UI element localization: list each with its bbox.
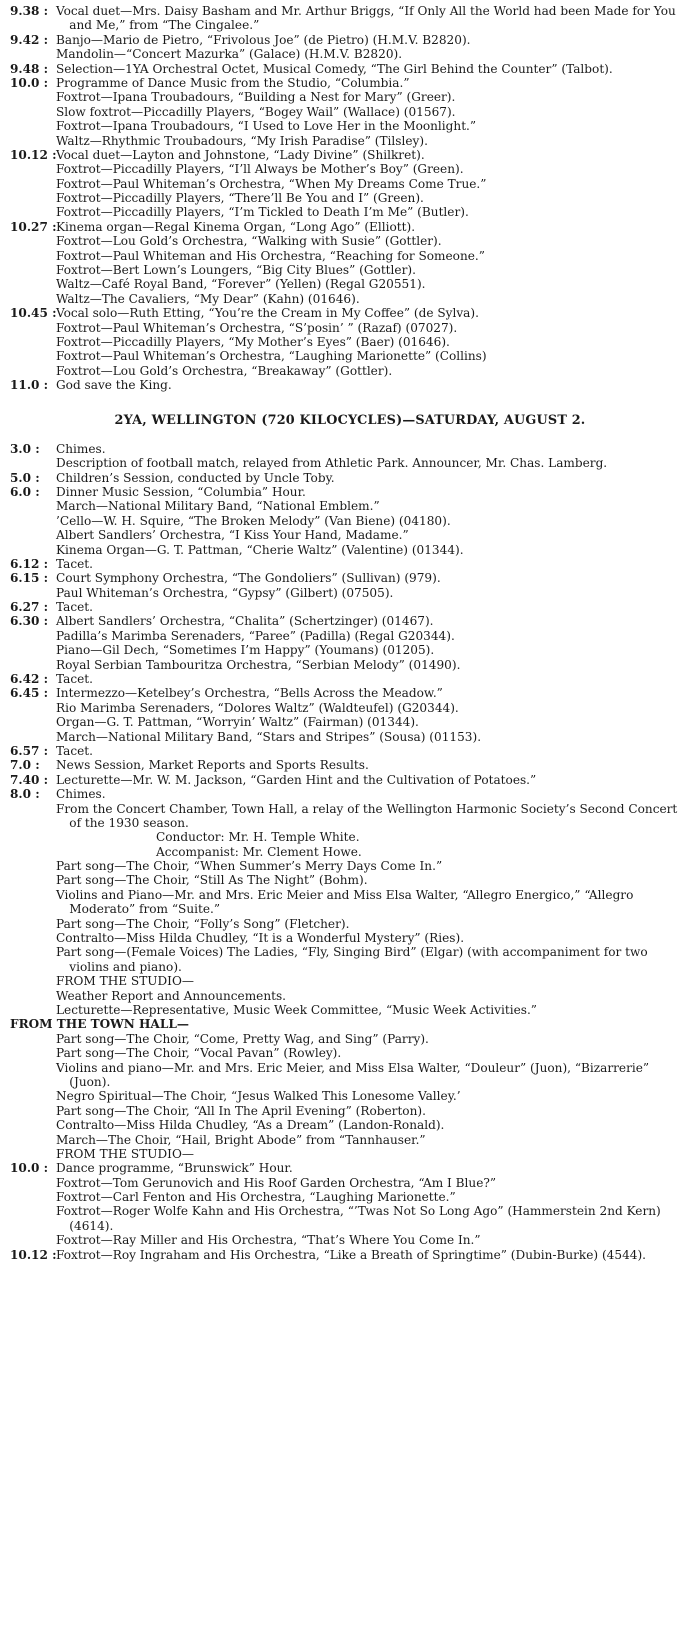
entry-line: Waltz—Rhythmic Troubadours, “My Irish Paradise” (Tilsley). bbox=[56, 133, 428, 148]
entry-line: Tacet. bbox=[56, 600, 93, 615]
entry-body bbox=[56, 600, 690, 614]
entry-body bbox=[56, 220, 690, 306]
entry-time: 7.40 : bbox=[10, 772, 49, 787]
programme-section-1zb bbox=[10, 4, 690, 393]
programme-entry bbox=[10, 600, 690, 614]
entry-time: 7.0 : bbox=[10, 758, 40, 773]
entry-line: Organ—G. T. Pattman, “Worryin’ Waltz” (Fairman) (01344). bbox=[56, 715, 419, 730]
entry-line: Foxtrot—Roger Wolfe Kahn and His Orchestra, “’Twas Not So Long Ago” (Hammerstein 2nd Kern) (4614). bbox=[56, 1204, 661, 1233]
entry-line: Chimes. bbox=[56, 787, 106, 802]
entry-body bbox=[56, 378, 690, 392]
entry-line: Foxtrot—Paul Whiteman’s Orchestra, “When My Dreams Come True.” bbox=[56, 176, 487, 191]
entry-line: Foxtrot—Tom Gerunovich and His Roof Garden Orchestra, “Am I Blue?” bbox=[56, 1175, 497, 1190]
entry-line: Waltz—The Cavaliers, “My Dear” (Kahn) (01646). bbox=[56, 291, 360, 306]
programme-entry bbox=[10, 787, 690, 830]
entry-body bbox=[56, 442, 690, 471]
entry-body bbox=[56, 306, 690, 378]
concert-block bbox=[56, 830, 690, 1017]
entry-line: Albert Sandlers’ Orchestra, “I Kiss Your Hand, Madame.” bbox=[56, 528, 409, 543]
accompanist-line: Accompanist: Mr. Clement Howe. bbox=[156, 844, 362, 859]
entry-time: 8.0 : bbox=[10, 787, 40, 802]
entry-line: Foxtrot—Ipana Troubadours, “Building a Nest for Mary” (Greer). bbox=[56, 90, 456, 105]
programme-entry bbox=[10, 306, 690, 378]
entry-body bbox=[56, 758, 690, 772]
entry-time: 10.0 : bbox=[10, 1161, 49, 1176]
entry-line: Piano—Gil Dech, “Sometimes I’m Happy” (Youmans) (01205). bbox=[56, 643, 435, 658]
entry-time: 9.38 : bbox=[10, 4, 49, 18]
programme-line: FROM THE STUDIO— bbox=[56, 974, 194, 989]
programme-line: Weather Report and Announcements. bbox=[56, 988, 287, 1003]
entry-line: Foxtrot—Carl Fenton and His Orchestra, “Laughing Marionette.” bbox=[56, 1190, 456, 1205]
programme-line: Contralto—Miss Hilda Chudley, “It is a Wonderful Mystery” (Ries). bbox=[56, 931, 465, 946]
entry-line: Tacet. bbox=[56, 556, 93, 571]
programme-line: Part song—The Choir, “All In The April Evening” (Roberton). bbox=[56, 1103, 426, 1118]
entry-body bbox=[56, 557, 690, 571]
entry-line: Foxtrot—Roy Ingraham and His Orchestra, “Like a Breath of Springtime” (Dubin-Burke) (4544). bbox=[56, 1247, 647, 1262]
entry-body bbox=[56, 1248, 690, 1262]
entry-line: Banjo—Mario de Pietro, “Frivolous Joe” (de Pietro) (H.M.V. B2820). bbox=[56, 32, 471, 47]
entry-time: 10.27 : bbox=[10, 219, 57, 234]
entry-time: 10.12 : bbox=[10, 1247, 57, 1262]
programme-entry bbox=[10, 744, 690, 758]
entry-time: 10.0 : bbox=[10, 75, 49, 90]
entry-line: Chimes. bbox=[56, 441, 106, 456]
entry-line: Description of football match, relayed from Athletic Park. Announcer, Mr. Chas. Lamberg. bbox=[56, 456, 608, 471]
entry-line: God save the King. bbox=[56, 378, 172, 393]
entry-line: Vocal solo—Ruth Etting, “You’re the Cream in My Coffee” (de Sylva). bbox=[56, 306, 479, 321]
entry-line: March—National Military Band, “Stars and Stripes” (Sousa) (01153). bbox=[56, 729, 482, 744]
entry-body bbox=[56, 773, 690, 787]
entry-line: Foxtrot—Ray Miller and His Orchestra, “That’s Where You Come In.” bbox=[56, 1233, 481, 1248]
programme-entry bbox=[10, 1161, 690, 1247]
programme-line: Part song—The Choir, “Folly’s Song” (Fletcher). bbox=[56, 916, 350, 931]
entry-line: Kinema organ—Regal Kinema Organ, “Long Ago” (Elliott). bbox=[56, 219, 416, 234]
entry-line: ’Cello—W. H. Squire, “The Broken Melody” (Van Biene) (04180). bbox=[56, 513, 451, 528]
entry-line: Children’s Session, conducted by Uncle Toby. bbox=[56, 470, 335, 485]
entry-body bbox=[56, 1161, 690, 1247]
entry-line: Foxtrot—Piccadilly Players, “I’m Tickled to Death I’m Me” (Butler). bbox=[56, 205, 469, 220]
programme-entry bbox=[10, 471, 690, 485]
programme-section-2ya bbox=[10, 442, 690, 831]
entry-body bbox=[56, 148, 690, 220]
entry-body bbox=[56, 485, 690, 557]
entry-body bbox=[56, 614, 690, 672]
programme-entry bbox=[10, 62, 690, 76]
programme-entry bbox=[10, 220, 690, 306]
town-hall-lines bbox=[56, 1032, 690, 1162]
entry-line: Waltz—Café Royal Band, “Forever” (Yellen) (Regal G20551). bbox=[56, 277, 426, 292]
entry-line: Dinner Music Session, “Columbia” Hour. bbox=[56, 484, 306, 499]
programme-line: Part song—The Choir, “Come, Pretty Wag, and Sing” (Parry). bbox=[56, 1031, 429, 1046]
entry-time: 6.12 : bbox=[10, 556, 49, 571]
programme-entry bbox=[10, 76, 690, 148]
entry-line: Rio Marimba Serenaders, “Dolores Waltz” (Waldteufel) (G20344). bbox=[56, 700, 459, 715]
programme-line: Part song—The Choir, “Still As The Night” (Bohm). bbox=[56, 873, 368, 888]
entry-line: Foxtrot—Ipana Troubadours, “I Used to Love Her in the Moonlight.” bbox=[56, 119, 477, 134]
entry-body bbox=[56, 33, 690, 62]
entry-line: Royal Serbian Tambouritza Orchestra, “Serbian Melody” (01490). bbox=[56, 657, 461, 672]
entry-time: 6.15 : bbox=[10, 571, 49, 586]
entry-time: 9.48 : bbox=[10, 61, 49, 76]
entry-time: 6.45 : bbox=[10, 686, 49, 701]
entry-line: Vocal duet—Layton and Johnstone, “Lady Divine” (Shilkret). bbox=[56, 147, 425, 162]
entry-line: Foxtrot—Piccadilly Players, “I’ll Always be Mother’s Boy” (Green). bbox=[56, 162, 464, 177]
programme-entry bbox=[10, 33, 690, 62]
entry-line: Foxtrot—Piccadilly Players, “My Mother’s Eyes” (Baer) (01646). bbox=[56, 334, 450, 349]
programme-entry bbox=[10, 614, 690, 672]
programme-line: Negro Spiritual—The Choir, “Jesus Walked This Lonesome Valley.’ bbox=[56, 1089, 461, 1104]
programme-entry bbox=[10, 378, 690, 392]
entry-line: Kinema Organ—G. T. Pattman, “Cherie Waltz” (Valentine) (01344). bbox=[56, 542, 464, 557]
entry-time: 6.27 : bbox=[10, 600, 49, 615]
entry-line: From the Concert Chamber, Town Hall, a relay of the Wellington Harmonic Society’s Second Concert of the 1930 season. bbox=[56, 801, 678, 830]
entry-line: Foxtrot—Bert Lown’s Loungers, “Big City Blues” (Gottler). bbox=[56, 263, 416, 278]
programme-entry bbox=[10, 557, 690, 571]
entry-line: Foxtrot—Paul Whiteman and His Orchestra, “Reaching for Someone.” bbox=[56, 248, 485, 263]
programme-line: Part song—The Choir, “When Summer’s Merry Days Come In.” bbox=[56, 859, 443, 874]
entry-line: Tacet. bbox=[56, 743, 93, 758]
entry-time: 3.0 : bbox=[10, 441, 40, 456]
entry-time: 10.12 : bbox=[10, 147, 57, 162]
entry-line: Paul Whiteman’s Orchestra, “Gypsy” (Gilbert) (07505). bbox=[56, 585, 394, 600]
entry-body bbox=[56, 471, 690, 485]
entry-line: Foxtrot—Lou Gold’s Orchestra, “Breakaway” (Gottler). bbox=[56, 363, 393, 378]
entry-body bbox=[56, 672, 690, 686]
programme-line: Part song—(Female Voices) The Ladies, “Fly, Singing Bird” (Elgar) (with accompaniment for two violins and piano). bbox=[56, 945, 648, 974]
programme-line: Violins and Piano—Mr. and Mrs. Eric Meier and Miss Elsa Walter, “Allegro Energico,” “Allegro Moderato” from “Suite.” bbox=[56, 887, 634, 917]
entry-time: 6.42 : bbox=[10, 672, 49, 687]
entry-line: Selection—1YA Orchestral Octet, Musical Comedy, “The Girl Behind the Counter” (Talbot). bbox=[56, 61, 613, 76]
programme-entry bbox=[10, 148, 690, 220]
programme-entry bbox=[10, 672, 690, 686]
entry-line: Foxtrot—Paul Whiteman’s Orchestra, “S’posin’ ” (Razaf) (07027). bbox=[56, 320, 458, 335]
entry-line: Tacet. bbox=[56, 672, 93, 687]
entry-line: Programme of Dance Music from the Studio, “Columbia.” bbox=[56, 75, 410, 90]
entry-line: Dance programme, “Brunswick” Hour. bbox=[56, 1161, 293, 1176]
programme-line: FROM THE STUDIO— bbox=[56, 1146, 194, 1161]
entry-body bbox=[56, 571, 690, 600]
programme-line: Lecturette—Representative, Music Week Committee, “Music Week Activities.” bbox=[56, 1003, 537, 1017]
entry-line: Intermezzo—Ketelbey’s Orchestra, “Bells Across the Meadow.” bbox=[56, 686, 443, 701]
programme-entry bbox=[10, 442, 690, 471]
entry-line: March—National Military Band, “National Emblem.” bbox=[56, 499, 380, 514]
programme-section-dance bbox=[10, 1161, 690, 1262]
entry-time: 9.42 : bbox=[10, 32, 49, 47]
entry-line: Foxtrot—Piccadilly Players, “There’ll Be You and I” (Green). bbox=[56, 191, 424, 206]
entry-time: 5.0 : bbox=[10, 470, 40, 485]
entry-time: 6.30 : bbox=[10, 614, 49, 629]
entry-body bbox=[56, 787, 690, 830]
programme-entry bbox=[10, 758, 690, 772]
entry-line: Mandolin—“Concert Mazurka” (Galace) (H.M.V. B2820). bbox=[56, 47, 403, 62]
programme-line: Violins and piano—Mr. and Mrs. Eric Meier, and Miss Elsa Walter, “Douleur” (Juon), “Bizarrerie” (Juon). bbox=[56, 1060, 650, 1089]
town-hall-label: FROM THE TOWN HALL— bbox=[10, 1017, 189, 1032]
entry-body bbox=[56, 62, 690, 76]
programme-entry bbox=[10, 773, 690, 787]
entry-line: Slow foxtrot—Piccadilly Players, “Bogey Wail” (Wallace) (01567). bbox=[56, 104, 456, 119]
entry-line: Albert Sandlers’ Orchestra, “Chalita” (Schertzinger) (01467). bbox=[56, 614, 434, 629]
town-hall-block bbox=[56, 1032, 690, 1162]
entry-line: Vocal duet—Mrs. Daisy Basham and Mr. Arthur Briggs, “If Only All the World had been Made for You and Me,” from “The Cingalee.” bbox=[56, 4, 676, 33]
entry-line: Padilla’s Marimba Serenaders, “Paree” (Padilla) (Regal G20344). bbox=[56, 628, 455, 643]
entry-time: 11.0 : bbox=[10, 378, 49, 393]
entry-body bbox=[56, 4, 690, 33]
programme-line: March—The Choir, “Hail, Bright Abode” from “Tannhauser.” bbox=[56, 1132, 426, 1147]
entry-line: Court Symphony Orchestra, “The Gondoliers” (Sullivan) (979). bbox=[56, 571, 441, 586]
programme-line: Contralto—Miss Hilda Chudley, “As a Dream” (Landon-Ronald). bbox=[56, 1118, 445, 1133]
entry-body bbox=[56, 744, 690, 758]
entry-time: 10.45 : bbox=[10, 306, 57, 321]
programme-entry bbox=[10, 4, 690, 33]
entry-body bbox=[56, 686, 690, 744]
entry-time: 6.0 : bbox=[10, 484, 40, 499]
programme-entry bbox=[10, 485, 690, 557]
concert-lines bbox=[56, 859, 690, 1017]
entry-line: News Session, Market Reports and Sports Results. bbox=[56, 758, 369, 773]
entry-time: 6.57 : bbox=[10, 743, 49, 758]
station-heading: 2YA, WELLINGTON (720 KILOCYCLES)—SATURDAY, AUGUST 2. bbox=[114, 412, 586, 428]
entry-line: Foxtrot—Lou Gold’s Orchestra, “Walking with Susie” (Gottler). bbox=[56, 234, 442, 249]
programme-entry bbox=[10, 571, 690, 600]
programme-entry bbox=[10, 686, 690, 744]
entry-line: Foxtrot—Paul Whiteman’s Orchestra, “Laughing Marionette” (Collins) bbox=[56, 349, 487, 364]
entry-line: Lecturette—Mr. W. M. Jackson, “Garden Hint and the Cultivation of Potatoes.” bbox=[56, 772, 537, 787]
conductor-line: Conductor: Mr. H. Temple White. bbox=[156, 830, 360, 845]
entry-body bbox=[56, 76, 690, 148]
programme-entry bbox=[10, 1248, 690, 1262]
programme-line: Part song—The Choir, “Vocal Pavan” (Rowley). bbox=[56, 1046, 342, 1061]
